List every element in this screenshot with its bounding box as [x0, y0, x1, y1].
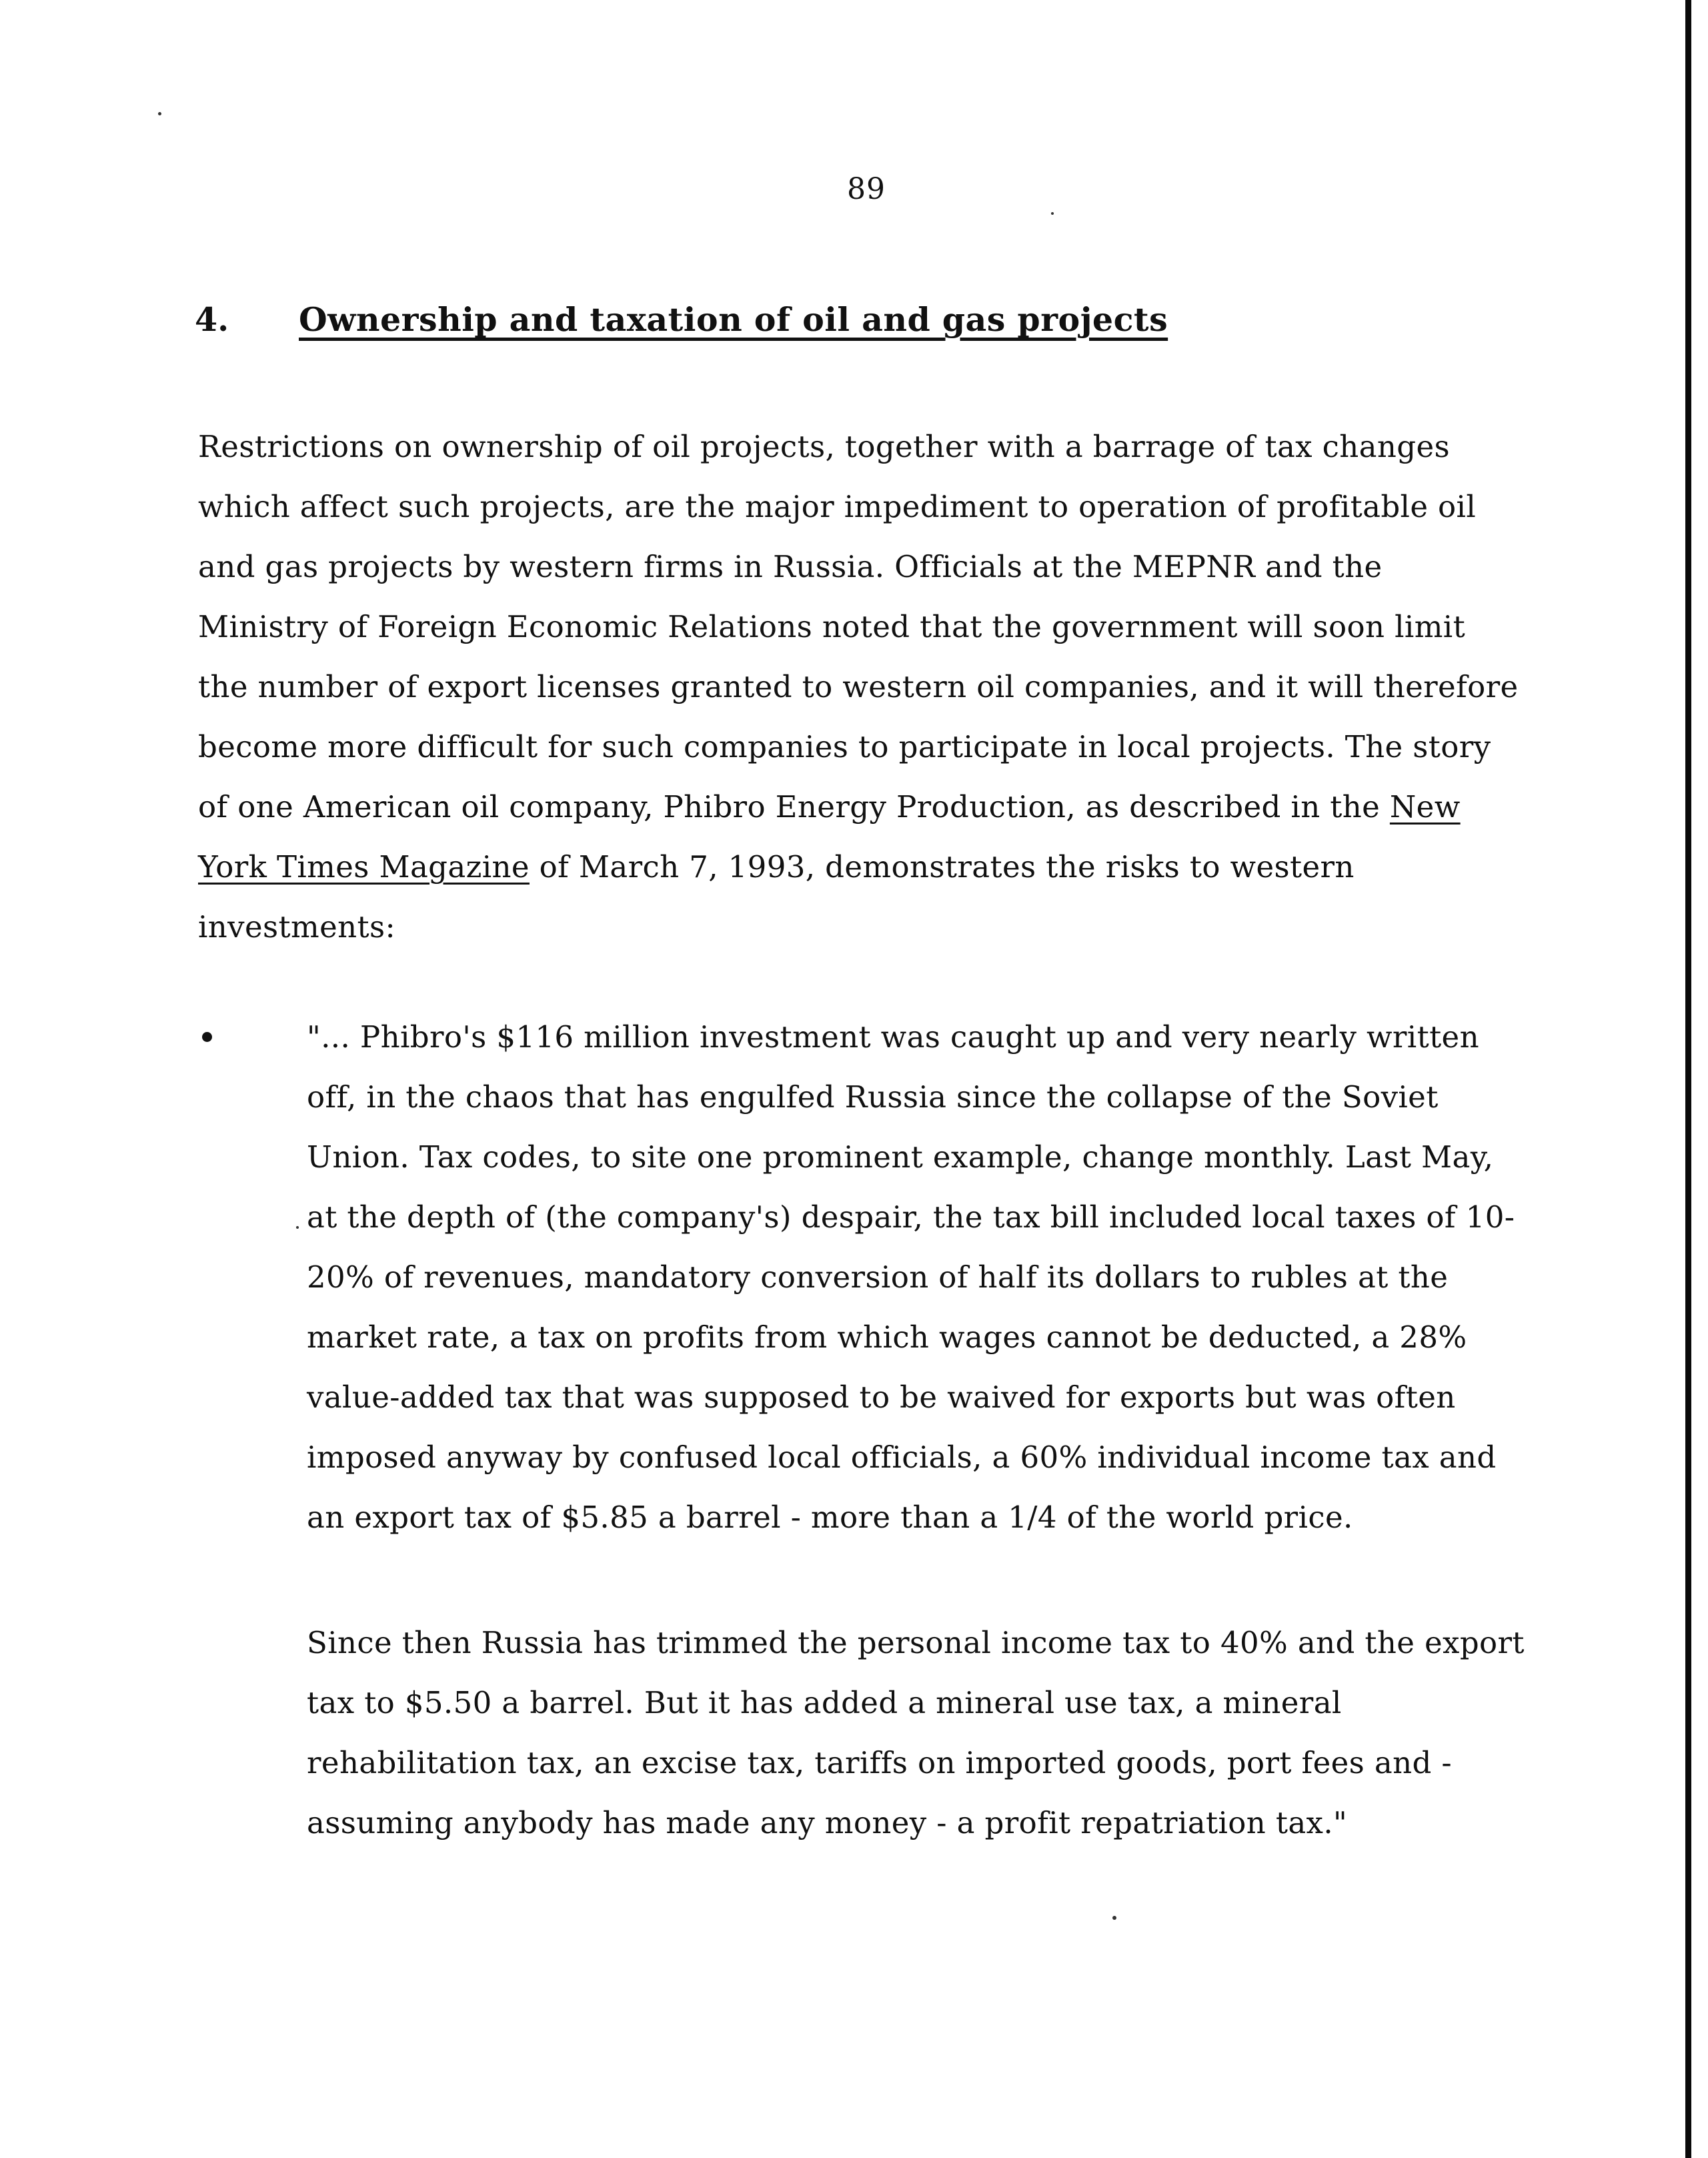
text-line: and gas projects by western firms in Russia. Officials at the MEPNR and the [198, 549, 1383, 584]
text-line: 20% of revenues, mandatory conversion of half its dollars to rubles at the [307, 1259, 1449, 1295]
publication-title-part: York Times Magazine [198, 849, 530, 885]
text-line: value-added tax that was supposed to be waived for exports but was often [307, 1380, 1456, 1415]
text-line: Restrictions on ownership of oil projects, together with a barrage of tax changes [198, 429, 1450, 464]
section-title: Ownership and taxation of oil and gas projects [299, 300, 1168, 339]
section-number: 4. [195, 300, 229, 339]
text-line: market rate, a tax on profits from which wages cannot be deducted, a 28% [307, 1319, 1467, 1355]
text-line: investments: [198, 909, 396, 945]
text-line: Ministry of Foreign Economic Relations noted that the government will soon limit [198, 609, 1466, 644]
quote-paragraph-1 [307, 1007, 1641, 1548]
text-line: rehabilitation tax, an excise tax, tariffs on imported goods, port fees and - [307, 1745, 1452, 1780]
bullet-dot-icon [202, 1032, 212, 1042]
scan-speck [296, 1226, 299, 1229]
intro-paragraph [198, 417, 1532, 957]
text-line: Union. Tax codes, to site one prominent example, change monthly. Last May, [307, 1139, 1494, 1175]
scan-speck [158, 112, 161, 115]
publication-title-part: New [1389, 789, 1461, 825]
text-line: Since then Russia has trimmed the personal income tax to 40% and the export [307, 1625, 1525, 1660]
text-line [198, 837, 1532, 897]
scan-speck [1112, 1916, 1116, 1920]
page-number: 89 [847, 172, 886, 206]
section-heading [195, 300, 1168, 340]
text-line: at the depth of (the company's) despair, the tax bill included local taxes of 10- [307, 1199, 1515, 1235]
scan-speck [1051, 212, 1054, 215]
text-line: become more difficult for such companies to participate in local projects. The story [198, 729, 1491, 764]
text-line: the number of export licenses granted to western oil companies, and it will therefore [198, 669, 1519, 704]
text-line: imposed anyway by confused local officials, a 60% individual income tax and [307, 1440, 1497, 1475]
text-line: assuming anybody has made any money - a profit repatriation tax." [307, 1805, 1348, 1840]
text-line [198, 777, 1532, 837]
text-segment: of one American oil company, Phibro Energy Production, as described in the [198, 789, 1390, 825]
scan-edge-border [1685, 0, 1691, 2158]
text-line: off, in the chaos that has engulfed Russia since the collapse of the Soviet [307, 1079, 1439, 1115]
text-segment: of March 7, 1993, demonstrates the risks to western [529, 849, 1355, 885]
text-line: "... Phibro's $116 million investment was caught up and very nearly written [307, 1019, 1479, 1055]
text-line: tax to $5.50 a barrel. But it has added a mineral use tax, a mineral [307, 1685, 1342, 1720]
text-line: which affect such projects, are the major impediment to operation of profitable oil [198, 489, 1477, 524]
quote-paragraph-2 [307, 1613, 1641, 1853]
text-line: an export tax of $5.85 a barrel - more than a 1/4 of the world price. [307, 1500, 1353, 1535]
